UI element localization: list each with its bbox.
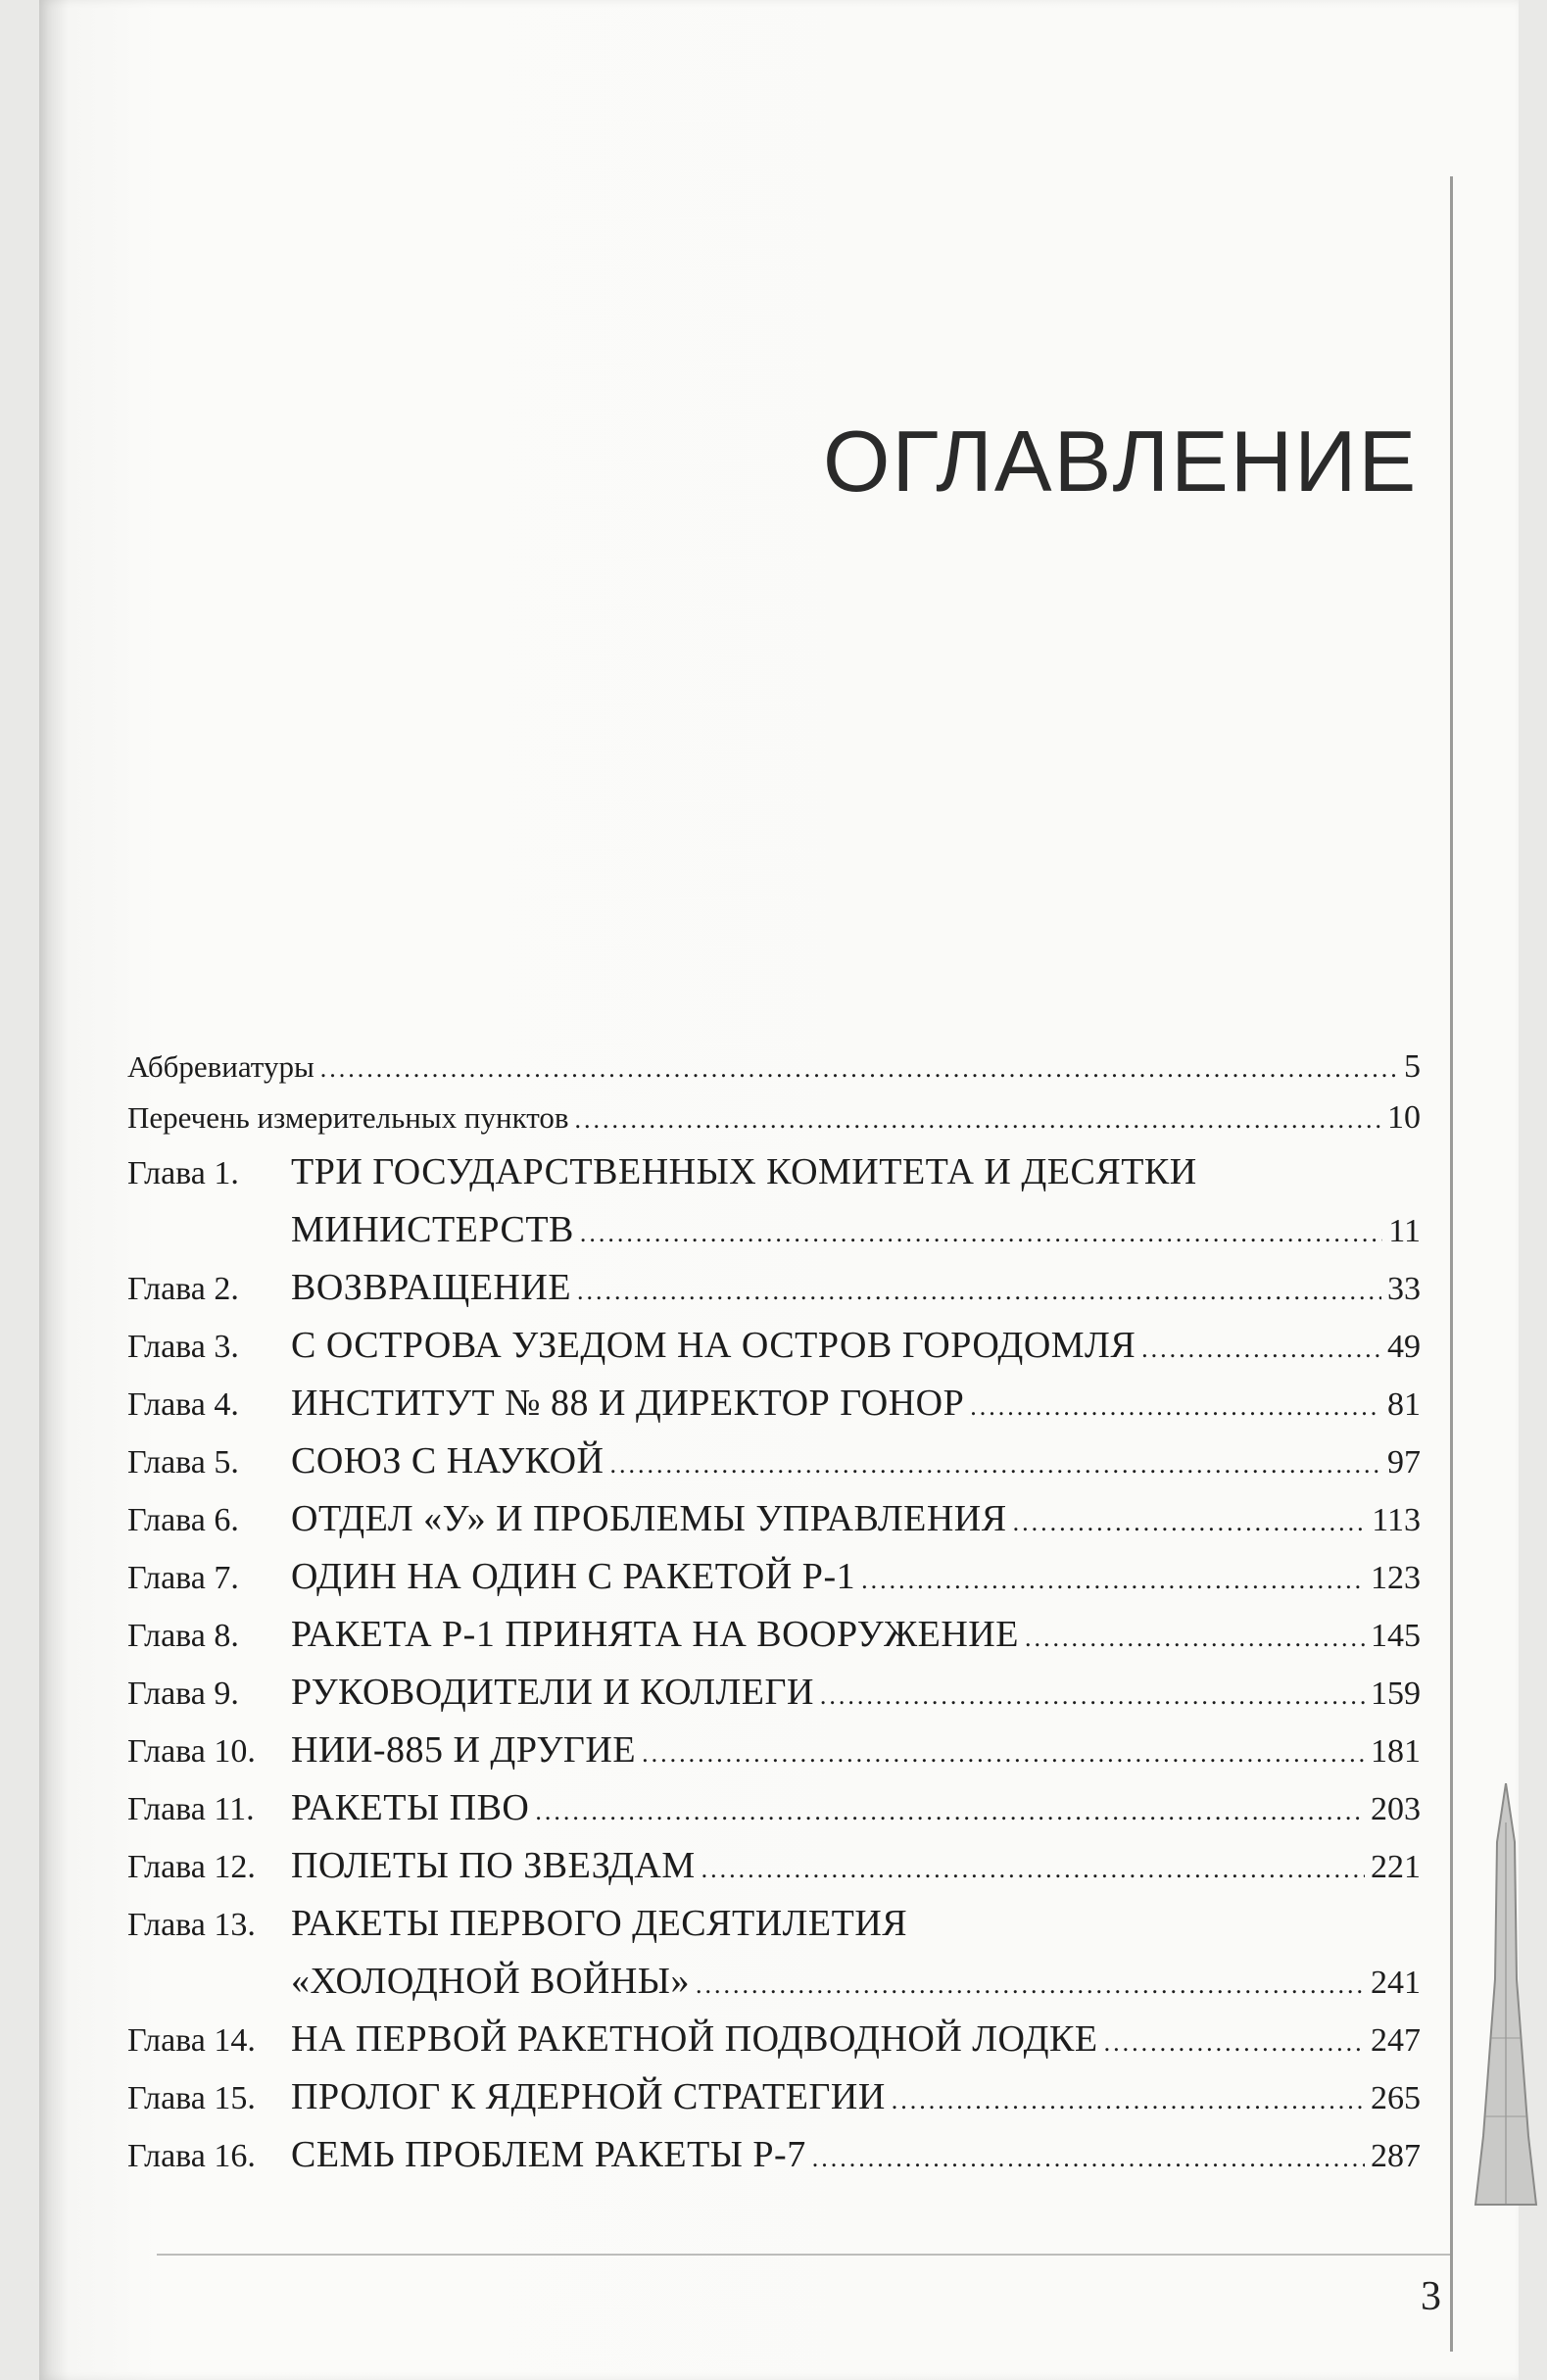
toc-leader-dots xyxy=(575,1105,1381,1135)
toc-leader-dots xyxy=(1013,1508,1367,1537)
toc-chapter-label: Глава 12. xyxy=(127,1849,256,1885)
toc-chapter-label: Глава 2. xyxy=(127,1271,239,1307)
toc-title: ПОЛЕТЫ ПО ЗВЕЗДАМ xyxy=(291,1845,696,1886)
page-title: ОГЛАВЛЕНИЕ xyxy=(823,413,1419,510)
horizontal-rule xyxy=(157,2254,1450,2256)
toc-leader-dots xyxy=(320,1054,1398,1084)
table-of-contents xyxy=(127,1048,1421,2191)
toc-leader-dots xyxy=(970,1392,1381,1422)
toc-title: Перечень измерительных пунктов xyxy=(127,1100,569,1135)
toc-leader-dots xyxy=(580,1219,1382,1248)
toc-page-number: 11 xyxy=(1388,1213,1421,1249)
toc-title: Аббревиатуры xyxy=(127,1049,314,1084)
toc-page-number: 247 xyxy=(1371,2022,1421,2059)
toc-chapter-label: Глава 16. xyxy=(127,2138,256,2174)
toc-page-number: 81 xyxy=(1387,1386,1421,1423)
page-number: 3 xyxy=(1421,2274,1441,2319)
toc-entry xyxy=(127,1266,1421,1324)
toc-leader-dots xyxy=(696,1970,1365,2000)
toc-leader-dots xyxy=(892,2086,1365,2115)
toc-chapter-label: Глава 6. xyxy=(127,1502,239,1538)
vertical-rule xyxy=(1450,176,1453,2352)
toc-leader-dots xyxy=(535,1797,1365,1826)
toc-entry xyxy=(127,1902,1421,2017)
toc-page-number: 203 xyxy=(1371,1791,1421,1827)
toc-page-number: 5 xyxy=(1404,1048,1421,1085)
toc-title: С ОСТРОВА УЗЕДОМ НА ОСТРОВ ГОРОДОМЛЯ xyxy=(291,1325,1136,1366)
toc-entry xyxy=(127,1555,1421,1613)
toc-entry xyxy=(127,1099,1421,1150)
toc-leader-dots xyxy=(1025,1624,1365,1653)
toc-leader-dots xyxy=(577,1277,1381,1306)
toc-page-number: 181 xyxy=(1371,1733,1421,1770)
toc-leader-dots xyxy=(1104,2028,1365,2058)
toc-leader-dots xyxy=(642,1739,1365,1769)
toc-title: ПРОЛОГ К ЯДЕРНОЙ СТРАТЕГИИ xyxy=(291,2076,886,2117)
toc-entry xyxy=(127,1439,1421,1497)
toc-title: ТРИ ГОСУДАРСТВЕННЫХ КОМИТЕТА И ДЕСЯТКИ xyxy=(291,1151,1197,1192)
toc-chapter-label: Глава 3. xyxy=(127,1329,239,1365)
toc-page-number: 265 xyxy=(1371,2080,1421,2116)
toc-title: РАКЕТА Р-1 ПРИНЯТА НА ВООРУЖЕНИЕ xyxy=(291,1614,1019,1655)
toc-leader-dots xyxy=(609,1450,1381,1480)
book-page xyxy=(39,0,1519,2380)
toc-title: ИНСТИТУТ № 88 И ДИРЕКТОР ГОНОР xyxy=(291,1383,965,1424)
toc-page-number: 221 xyxy=(1371,1849,1421,1885)
toc-page-number: 123 xyxy=(1371,1560,1421,1596)
toc-entry xyxy=(127,1728,1421,1786)
toc-chapter-label: Глава 4. xyxy=(127,1386,239,1423)
toc-title-continued: МИНИСТЕРСТВ xyxy=(291,1209,574,1250)
toc-leader-dots xyxy=(1141,1335,1381,1364)
toc-chapter-label: Глава 14. xyxy=(127,2022,256,2059)
toc-page-number: 145 xyxy=(1371,1618,1421,1654)
rocket-illustration-icon xyxy=(1472,1783,1540,2214)
toc-page-number: 113 xyxy=(1372,1502,1421,1538)
toc-entry xyxy=(127,1150,1421,1266)
toc-entry xyxy=(127,1324,1421,1382)
toc-page-number: 97 xyxy=(1387,1444,1421,1481)
toc-page-number: 33 xyxy=(1387,1271,1421,1307)
toc-entry xyxy=(127,1844,1421,1902)
toc-title-continued: «ХОЛОДНОЙ ВОЙНЫ» xyxy=(291,1961,690,2002)
toc-title: СЕМЬ ПРОБЛЕМ РАКЕТЫ Р-7 xyxy=(291,2134,806,2175)
toc-chapter-label: Глава 5. xyxy=(127,1444,239,1481)
toc-title: РАКЕТЫ ПВО xyxy=(291,1787,530,1828)
toc-title: ОДИН НА ОДИН С РАКЕТОЙ Р-1 xyxy=(291,1556,856,1597)
toc-leader-dots xyxy=(820,1681,1365,1711)
toc-entry xyxy=(127,2075,1421,2133)
toc-entry xyxy=(127,1497,1421,1555)
toc-chapter-label: Глава 9. xyxy=(127,1676,239,1712)
toc-page-number: 287 xyxy=(1371,2138,1421,2174)
toc-title: РАКЕТЫ ПЕРВОГО ДЕСЯТИЛЕТИЯ xyxy=(291,1903,908,1944)
toc-chapter-label: Глава 8. xyxy=(127,1618,239,1654)
toc-entry xyxy=(127,1382,1421,1439)
toc-entry xyxy=(127,2017,1421,2075)
toc-title: СОЮЗ С НАУКОЙ xyxy=(291,1440,604,1481)
toc-title: РУКОВОДИТЕЛИ И КОЛЛЕГИ xyxy=(291,1672,814,1713)
toc-entry xyxy=(127,2133,1421,2191)
toc-leader-dots xyxy=(861,1566,1365,1595)
toc-leader-dots xyxy=(701,1855,1365,1884)
toc-title: НИИ-885 И ДРУГИЕ xyxy=(291,1729,637,1771)
toc-chapter-label: Глава 10. xyxy=(127,1733,256,1770)
toc-chapter-label: Глава 11. xyxy=(127,1791,255,1827)
toc-chapter-label: Глава 7. xyxy=(127,1560,239,1596)
toc-title: ВОЗВРАЩЕНИЕ xyxy=(291,1267,572,1308)
toc-entry xyxy=(127,1786,1421,1844)
toc-page-number: 49 xyxy=(1387,1329,1421,1365)
toc-chapter-label: Глава 15. xyxy=(127,2080,256,2116)
toc-chapter-label: Глава 13. xyxy=(127,1907,256,1943)
toc-chapter-label: Глава 1. xyxy=(127,1155,239,1191)
toc-title: НА ПЕРВОЙ РАКЕТНОЙ ПОДВОДНОЙ ЛОДКЕ xyxy=(291,2018,1098,2060)
toc-page-number: 10 xyxy=(1387,1099,1421,1136)
toc-leader-dots xyxy=(812,2144,1365,2173)
toc-entry xyxy=(127,1613,1421,1671)
toc-entry xyxy=(127,1048,1421,1099)
toc-title: ОТДЕЛ «У» И ПРОБЛЕМЫ УПРАВЛЕНИЯ xyxy=(291,1498,1007,1539)
toc-page-number: 241 xyxy=(1371,1965,1421,2001)
toc-page-number: 159 xyxy=(1371,1676,1421,1712)
toc-entry xyxy=(127,1671,1421,1728)
